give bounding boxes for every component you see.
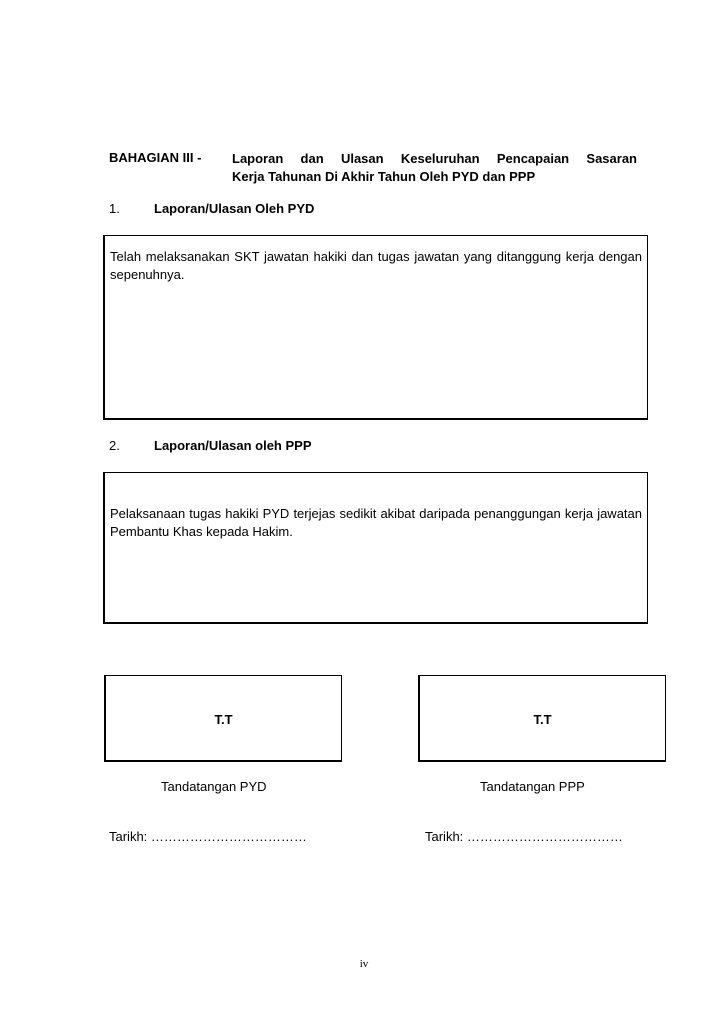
ppp-signature-label: Tandatangan PPP	[480, 779, 585, 794]
section-title-line-2: Kerja Tahunan Di Akhir Tahun Oleh PYD dan PPP	[232, 169, 536, 184]
ppp-date-field: Tarikh: ………………………………	[425, 829, 623, 844]
pyd-report-box	[103, 235, 648, 420]
item-2-title: Laporan/Ulasan oleh PPP	[154, 438, 312, 453]
item-1-number: 1.	[109, 201, 120, 216]
item-1-title: Laporan/Ulasan Oleh PYD	[154, 201, 315, 216]
ppp-report-box	[103, 472, 648, 624]
pyd-signature-mark: T.T	[214, 712, 233, 727]
ppp-report-text: Pelaksanaan tugas hakiki PYD terjejas sedikit akibat daripada penanggungan kerja jawatan Pembantu Khas kepada Hakim.	[110, 506, 642, 539]
ppp-signature-box	[418, 675, 666, 762]
section-title-line-1: Laporan dan Ulasan Keseluruhan Pencapaian Sasaran	[232, 151, 637, 166]
pyd-date-field: Tarikh: ………………………………	[109, 829, 307, 844]
pyd-signature-label: Tandatangan PYD	[161, 779, 267, 794]
section-title	[232, 150, 637, 186]
section-label: BAHAGIAN III -	[109, 150, 202, 165]
page-number: iv	[359, 958, 369, 970]
item-2-number: 2.	[109, 438, 120, 453]
ppp-signature-mark: T.T	[533, 712, 552, 727]
pyd-report-text: Telah melaksanakan SKT jawatan hakiki dan tugas jawatan yang ditanggung kerja dengan sepenuhnya.	[110, 249, 642, 282]
pyd-signature-box	[104, 675, 342, 762]
